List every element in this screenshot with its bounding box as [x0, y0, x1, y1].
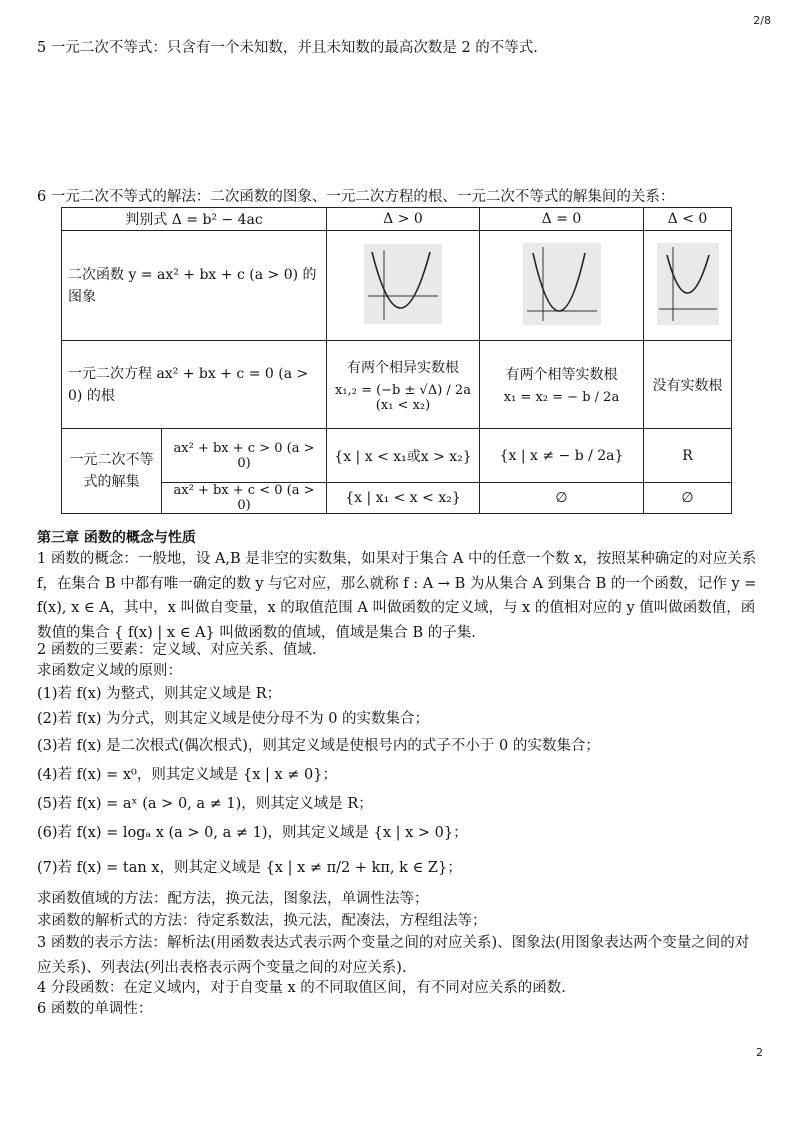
range-methods-text: 求函数值域的方法：配方法，换元法，图象法，单调性法等；: [37, 891, 429, 907]
section-5-text: 5 一元二次不等式：只含有一个未知数，并且未知数的最高次数是 2 的不等式.: [37, 40, 538, 56]
ineq-lt-negative: ∅: [644, 483, 732, 514]
graph-row-label: 二次函数 y = ax² + bx + c (a > 0) 的图象: [62, 231, 327, 341]
roots-row-label: 一元二次方程 ax² + bx + c = 0 (a > 0) 的根: [62, 341, 327, 429]
header-delta-zero: Δ = 0: [480, 208, 644, 231]
roots-zero-title: 有两个相等实数根: [505, 367, 618, 383]
roots-negative: 没有实数根: [644, 341, 732, 429]
roots-positive-title: 有两个相异实数根: [347, 359, 459, 376]
domain-rule-1: (1)若 f(x) 为整式，则其定义域是 R；: [37, 686, 282, 702]
parabola-one-root-graph: [523, 243, 601, 325]
domain-rule-5: (5)若 f(x) = aˣ (a > 0, a ≠ 1)，则其定义域是 R；: [37, 796, 373, 812]
ineq-lt-positive: {x | x₁ < x < x₂}: [327, 483, 480, 514]
table-row-ineq-lt: [62, 483, 732, 514]
domain-rule-2: (2)若 f(x) 为分式，则其定义域是使分母不为 0 的实数集合；: [37, 711, 430, 727]
parabola-two-roots-graph: [364, 244, 442, 324]
domain-rule-4: (4)若 f(x) = x⁰，则其定义域是 {x | x ≠ 0}；: [37, 767, 337, 783]
header-delta-negative: Δ < 0: [644, 208, 732, 231]
chapter-title: 第三章 函数的概念与性质: [37, 530, 196, 546]
expression-methods-text: 求函数的解析式的方法：待定系数法，换元法，配凑法，方程组法等；: [37, 913, 487, 929]
table-row-graph: [62, 231, 732, 341]
roots-positive-formula: x₁,₂ = (−b ± √Δ) / 2a (x₁ < x₂): [335, 382, 471, 413]
domain-rule-6: (6)若 f(x) = logₐ x (a > 0, a ≠ 1)，则其定义域是 {x | x > 0}；: [37, 825, 468, 841]
page-indicator: 2/8: [753, 14, 771, 27]
table-row-ineq-gt: [62, 429, 732, 483]
ineq-lt-zero: ∅: [480, 483, 644, 514]
representation-methods-paragraph: 3 函数的表示方法：解析法(用函数表达式表示两个变量之间的对应关系)、图象法(用图象表达两个变量之间的对应关系)、列表法(列出表格表示两个变量之间的对应关系).: [37, 935, 750, 976]
ineq-gt-positive: {x | x < x₁或x > x₂}: [327, 429, 480, 483]
ineq-row-label: 一元二次不等式的解集: [62, 429, 162, 514]
table-header-row: [62, 208, 732, 231]
quadratic-relation-table: [61, 207, 732, 514]
domain-rule-7: (7)若 f(x) = tan x，则其定义域是 {x | x ≠ π/2 + kπ, k ∈ Z}；: [37, 860, 462, 876]
header-discriminant: 判别式 Δ = b² − 4ac: [62, 208, 327, 231]
section-6-text: 6 一元二次不等式的解法：二次函数的图象、一元二次方程的根、一元二次不等式的解集间的关系：: [37, 189, 675, 205]
monotonicity-heading: 6 函数的单调性：: [37, 1001, 153, 1017]
parabola-no-roots-graph: [657, 243, 719, 325]
page-number: 2: [756, 1046, 763, 1059]
domain-principles-heading: 求函数定义域的原则：: [37, 663, 182, 679]
function-concept-paragraph: 1 函数的概念：一般地，设 A,B 是非空的实数集，如果对于集合 A 中的任意一个数 x，按照某种确定的对应关系 f，在集合 B 中都有唯一确定的数 y 与它对应，那么就称 f : A → B 为从集合 A 到集合 B 的一个函数，记作 y = f(x), x ∈ A，其中，x 叫做自变量，x 的取值范围 A 叫做函数的定义域，与 x 的值相对应的 y 值叫做函数值，函数值的集合 { f(x) | x ∈ A} 叫做函数的值域，值域是集合 B 的子集.: [37, 551, 757, 641]
piecewise-function-text: 4 分段函数：在定义域内，对于自变量 x 的不同取值区间，有不同对应关系的函数.: [37, 980, 566, 996]
ineq-gt-label: ax² + bx + c > 0 (a > 0): [162, 429, 327, 483]
three-elements-text: 2 函数的三要素：定义域、对应关系、值域.: [37, 642, 317, 658]
domain-rule-3: (3)若 f(x) 是二次根式(偶次根式)，则其定义域是使根号内的式子不小于 0 的实数集合；: [37, 738, 600, 754]
table-row-roots: [62, 341, 732, 429]
roots-zero-formula: x₁ = x₂ = − b / 2a: [503, 390, 620, 405]
header-delta-positive: Δ > 0: [327, 208, 480, 231]
ineq-gt-negative: R: [644, 429, 732, 483]
ineq-gt-zero: {x | x ≠ − b / 2a}: [480, 429, 644, 483]
ineq-lt-label: ax² + bx + c < 0 (a > 0): [162, 483, 327, 514]
